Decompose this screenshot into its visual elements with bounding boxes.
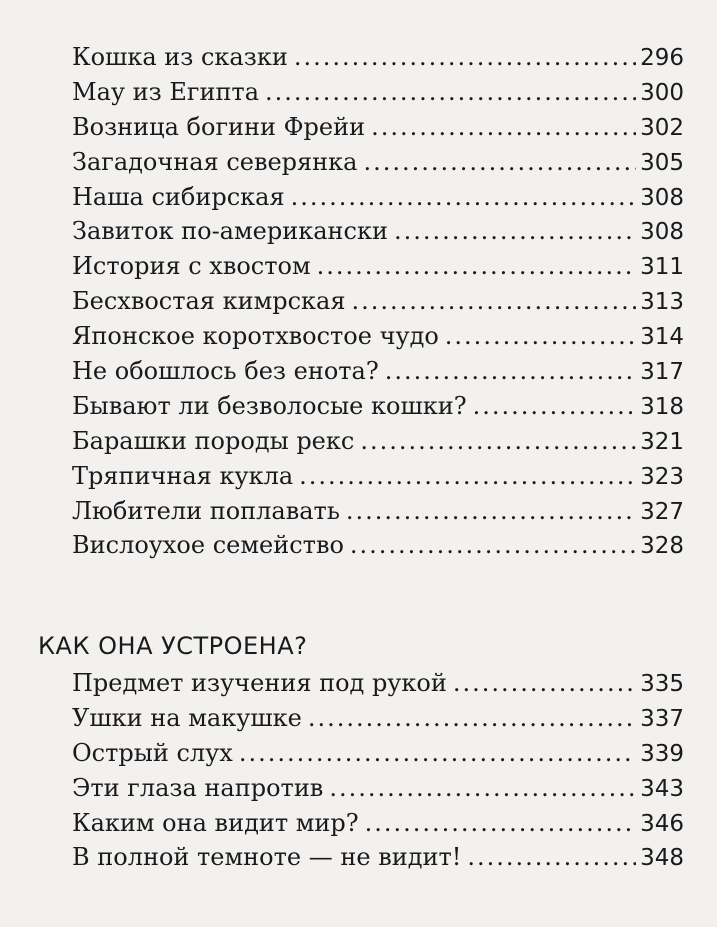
dot-leader [329,771,636,806]
toc-entry [72,389,684,424]
dot-leader [294,40,636,75]
dot-leader [350,528,636,563]
entry-page: 335 [640,671,684,697]
toc-entry [72,736,684,771]
entry-page: 327 [640,498,684,525]
entry-title: Завиток по-американски [72,217,388,246]
dot-leader [385,354,636,389]
toc-entry [72,75,684,110]
toc-entry [72,110,684,145]
toc-entry [72,424,684,459]
entry-page: 328 [640,533,684,560]
toc-entry [72,249,684,284]
toc-list [72,40,684,563]
dot-leader [365,806,636,841]
dot-leader [265,75,636,110]
toc-entry [72,40,684,75]
dot-leader [299,459,636,494]
entry-title: Эти глаза напротив [72,773,324,802]
dot-leader [346,494,636,529]
entry-title: Вислоухое семейство [72,531,344,560]
entry-page: 337 [640,705,684,732]
dot-leader [445,319,636,354]
toc-entry [72,806,684,841]
entry-page: 308 [640,184,684,211]
dot-leader [352,284,637,319]
entry-title: История с хвостом [72,252,311,281]
entry-title: Японское коротхвостое чудо [72,322,439,351]
entry-title: Тряпичная кукла [72,461,294,490]
dot-leader [473,389,636,424]
entry-title: Кошка из сказки [72,43,288,71]
dot-leader [371,110,636,145]
entry-page: 346 [640,810,684,837]
dot-leader [308,701,636,736]
toc-entry [72,214,684,249]
toc-entry [72,666,684,701]
entry-page: 348 [640,845,684,872]
entry-page: 296 [640,45,684,71]
entry-page: 314 [640,324,684,351]
entry-title: Бывают ли безволосые кошки? [72,391,467,420]
toc-entry [72,319,684,354]
toc-entry [72,528,684,563]
entry-title: Острый слух [72,738,233,767]
entry-page: 343 [640,775,684,802]
entry-page: 305 [640,149,684,176]
entry-title: Ушки на макушке [72,703,302,732]
entry-title: Возница богини Фрейи [72,112,366,141]
entry-page: 311 [640,254,684,281]
toc-entry [72,354,684,389]
toc-entry [72,145,684,180]
dot-leader [363,145,636,180]
toc-entry [72,771,684,806]
entry-title: Загадочная северянка [72,147,358,176]
toc-list [72,666,684,875]
section-heading: КАК ОНА УСТРОЕНА? [38,632,308,660]
dot-leader [467,840,636,875]
entry-page: 323 [640,463,684,490]
dot-leader [394,214,636,249]
entry-title: Предмет изучения под рукой [72,669,447,697]
toc-entry [72,494,684,529]
entry-title: Мау из Египта [72,77,260,106]
dot-leader [291,180,636,215]
dot-leader [239,736,636,771]
entry-page: 313 [640,289,684,316]
entry-title: Каким она видит мир? [72,808,359,837]
entry-page: 317 [640,359,684,386]
entry-page: 321 [640,428,684,455]
entry-title: Любители поплавать [72,496,340,525]
entry-page: 300 [640,79,684,106]
dot-leader [360,424,636,459]
dot-leader [453,666,636,701]
toc-entry [72,840,684,875]
entry-title: Барашки породы рекс [72,426,355,455]
toc-entry [72,180,684,215]
entry-title: Наша сибирская [72,182,285,211]
entry-title: В полной темноте — не видит! [72,843,462,872]
toc-entry [72,701,684,736]
entry-title: Бесхвостая кимрская [72,287,346,316]
toc-entry [72,284,684,319]
entry-page: 318 [640,393,684,420]
entry-page: 302 [640,114,684,141]
entry-page: 339 [640,740,684,767]
toc-entry [72,459,684,494]
entry-title: Не обошлось без енота? [72,357,379,386]
dot-leader [317,249,636,284]
entry-page: 308 [640,219,684,246]
